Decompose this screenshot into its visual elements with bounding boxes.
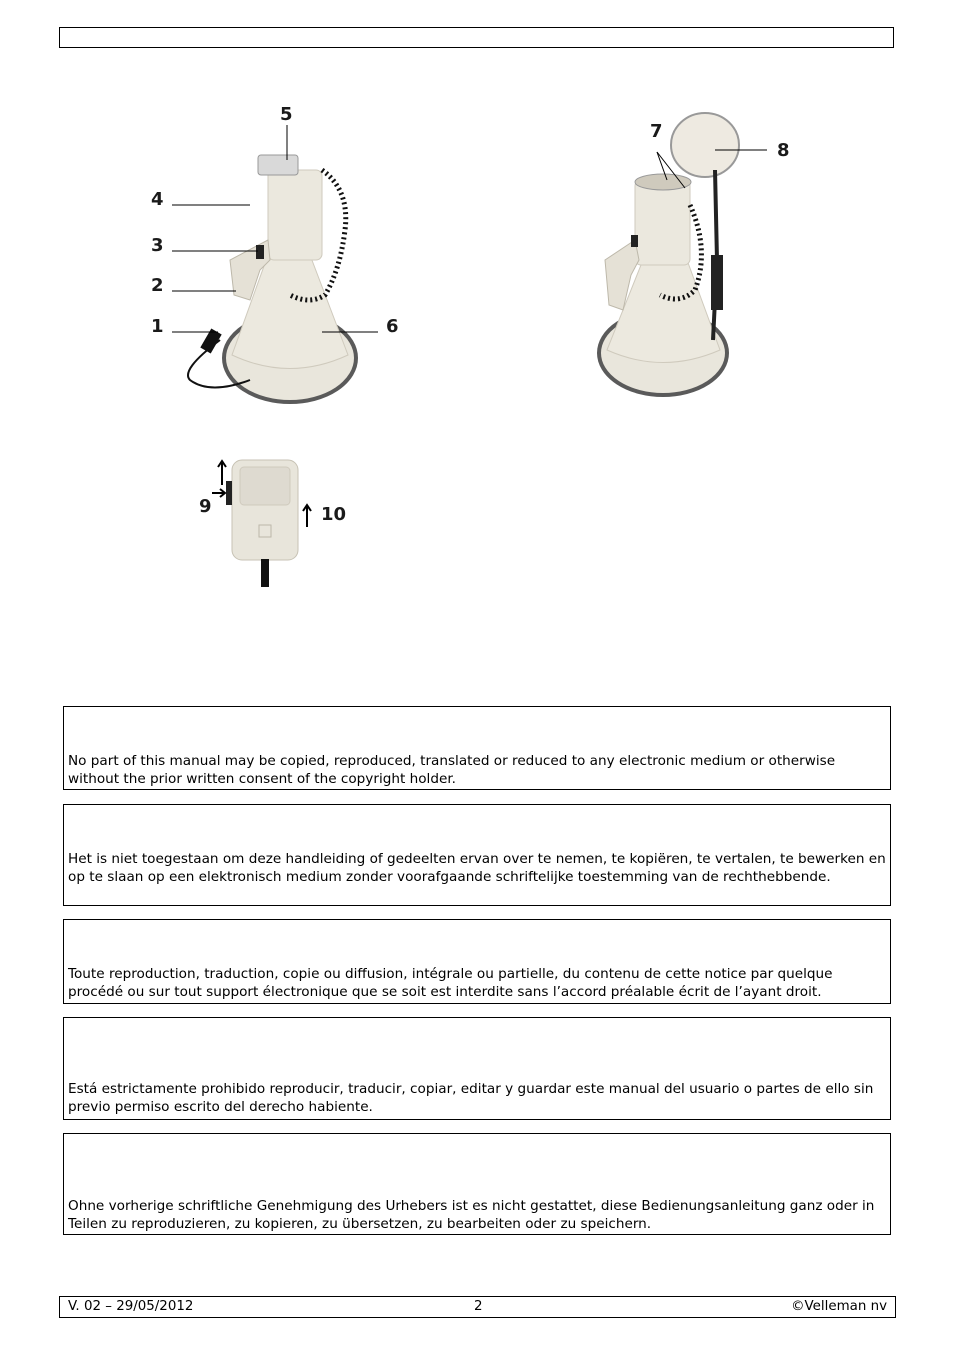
notice-fr bbox=[63, 919, 891, 1004]
switch bbox=[256, 245, 264, 259]
arrow-updown bbox=[303, 505, 311, 527]
callout-5: 5 bbox=[280, 104, 293, 125]
notice-nl bbox=[63, 804, 891, 906]
strap-pad bbox=[711, 255, 723, 310]
mic-grille bbox=[240, 467, 290, 505]
footer-page-number: 2 bbox=[474, 1299, 483, 1314]
footer-version: V. 02 – 29/05/2012 bbox=[68, 1299, 194, 1314]
notice-en-text: No part of this manual may be copied, reproduced, translated or reduced to any electronic medium or otherwise without the prior written consent of the copyright holder. bbox=[68, 753, 836, 787]
callout-2: 2 bbox=[151, 275, 164, 296]
callout-3: 3 bbox=[151, 235, 164, 256]
battery-lid bbox=[671, 113, 739, 177]
notice-de-text: Ohne vorherige schriftliche Genehmigung des Urhebers ist es nicht gestattet, diese Bedienungsanleitung ganz oder in Teilen zu reproduzieren, zu kopieren, zu übersetzen, zu bearbeiten oder zu speichern. bbox=[68, 1198, 875, 1232]
main-body bbox=[268, 170, 322, 260]
notice-es-text: Está estrictamente prohibido reproducir, traducir, copiar, editar y guardar este manual del usuario o partes de ello sin previo permiso escrito del derecho habiente. bbox=[68, 1081, 874, 1115]
microphone-image bbox=[212, 455, 322, 590]
notice-fr-text: Toute reproduction, traduction, copie ou diffusion, intégrale ou partielle, du contenu de cette notice par quelque procédé ou sur tout support électronique que se soit est interdite sans l’accord préalable écrit de l’ayant droit. bbox=[68, 966, 833, 1000]
switch bbox=[631, 235, 638, 247]
callout-10: 10 bbox=[321, 504, 347, 525]
header-box bbox=[59, 27, 894, 48]
notice-nl-text: Het is niet toegestaan om deze handleiding of gedeelten ervan over te nemen, te kopiëren, te vertalen, te bewerken en op te slaan op een elektronisch medium zonder voorafgaande schriftelijke toestemming van de rechthebbende. bbox=[68, 851, 886, 885]
callout-8: 8 bbox=[777, 140, 790, 161]
callout-9: 9 bbox=[199, 496, 212, 517]
callout-1: 1 bbox=[151, 316, 164, 337]
page-footer bbox=[59, 1296, 896, 1318]
notice-de bbox=[63, 1133, 891, 1235]
megaphone-front-image bbox=[150, 100, 420, 420]
notice-en bbox=[63, 706, 891, 790]
callout-6: 6 bbox=[386, 316, 399, 337]
footer-copyright: ©Velleman nv bbox=[791, 1299, 887, 1314]
main-body bbox=[635, 180, 690, 265]
notice-es bbox=[63, 1017, 891, 1120]
arrow-up bbox=[218, 461, 226, 485]
mic-side-key bbox=[226, 481, 232, 505]
open-compartment bbox=[635, 174, 691, 190]
mic-cable bbox=[261, 559, 269, 587]
callout-4: 4 bbox=[151, 189, 164, 210]
megaphone-open-image bbox=[595, 100, 805, 410]
callout-7: 7 bbox=[650, 121, 663, 142]
arrow-right bbox=[212, 489, 225, 497]
battery-cover bbox=[258, 155, 298, 175]
